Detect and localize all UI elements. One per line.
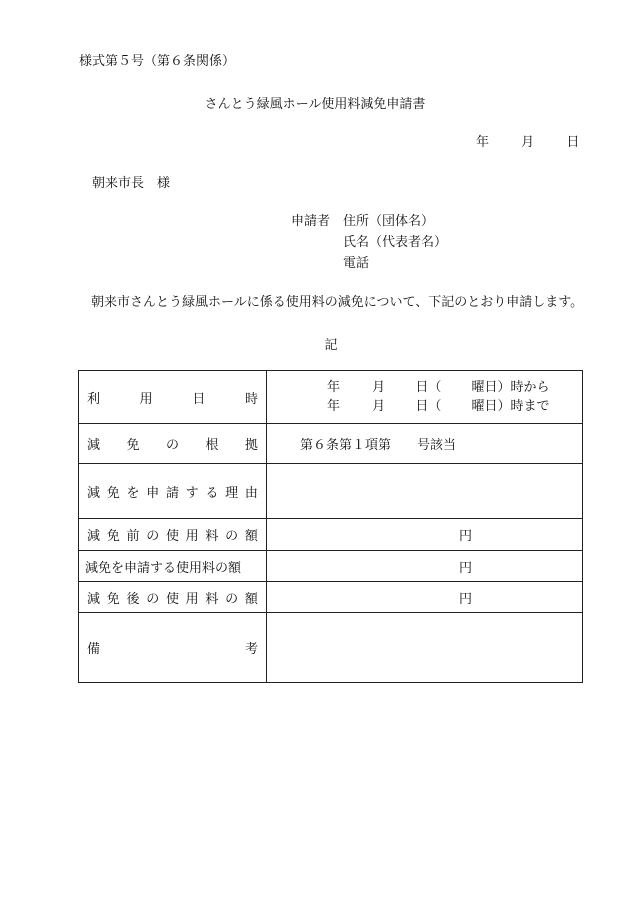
date-month: 月 — [521, 135, 535, 150]
fee-requested-value[interactable]: 円 — [267, 551, 583, 582]
reason-value[interactable] — [267, 464, 583, 519]
remarks-value[interactable] — [267, 613, 583, 683]
application-table — [78, 370, 583, 683]
basis-value[interactable]: 第６条第１項第 号該当 — [267, 424, 583, 464]
row-basis — [79, 424, 583, 464]
row-fee-after — [79, 582, 583, 613]
label-basis: 減 免 の 根 拠 — [79, 424, 267, 464]
label-remarks: 備 考 — [79, 613, 267, 683]
usage-datetime-value[interactable]: 年 月 日（ 曜日）時から 年 月 日（ 曜日）時まで — [267, 371, 583, 424]
fee-before-value[interactable]: 円 — [267, 519, 583, 551]
intro-text: 朝来市さんとう緑風ホールに係る使用料の減免について、下記のとおり申請します。 — [91, 295, 584, 310]
applicant-block — [291, 211, 447, 274]
row-reason — [79, 464, 583, 519]
row-usage-datetime — [79, 371, 583, 424]
label-fee-before: 減 免 前 の 使 用 料 の 額 — [79, 519, 267, 551]
row-fee-requested — [79, 551, 583, 582]
row-fee-before — [79, 519, 583, 551]
label-reason: 減 免 を 申 請 す る 理 由 — [79, 464, 267, 519]
applicant-label: 申請者 — [291, 214, 331, 229]
ki-heading: 記 — [324, 338, 338, 353]
row-remarks — [79, 613, 583, 683]
label-fee-requested: 減免を申請する使用料の額 — [79, 551, 267, 582]
date-day: 日 — [566, 135, 580, 150]
label-fee-after: 減 免 後 の 使 用 料 の 額 — [79, 582, 267, 613]
document-title: さんとう緑風ホール使用料減免申請書 — [204, 97, 426, 112]
label-usage-datetime: 利 用 日 時 — [79, 371, 267, 424]
fee-after-value[interactable]: 円 — [267, 582, 583, 613]
applicant-name: 氏名（代表者名） — [343, 235, 448, 250]
form-number: 様式第５号（第６条関係） — [79, 54, 236, 69]
applicant-phone: 電話 — [343, 256, 370, 271]
date-year: 年 — [476, 135, 490, 150]
date-line — [476, 131, 579, 150]
applicant-address: 住所（団体名） — [343, 214, 435, 229]
addressee: 朝来市長 様 — [92, 176, 171, 191]
